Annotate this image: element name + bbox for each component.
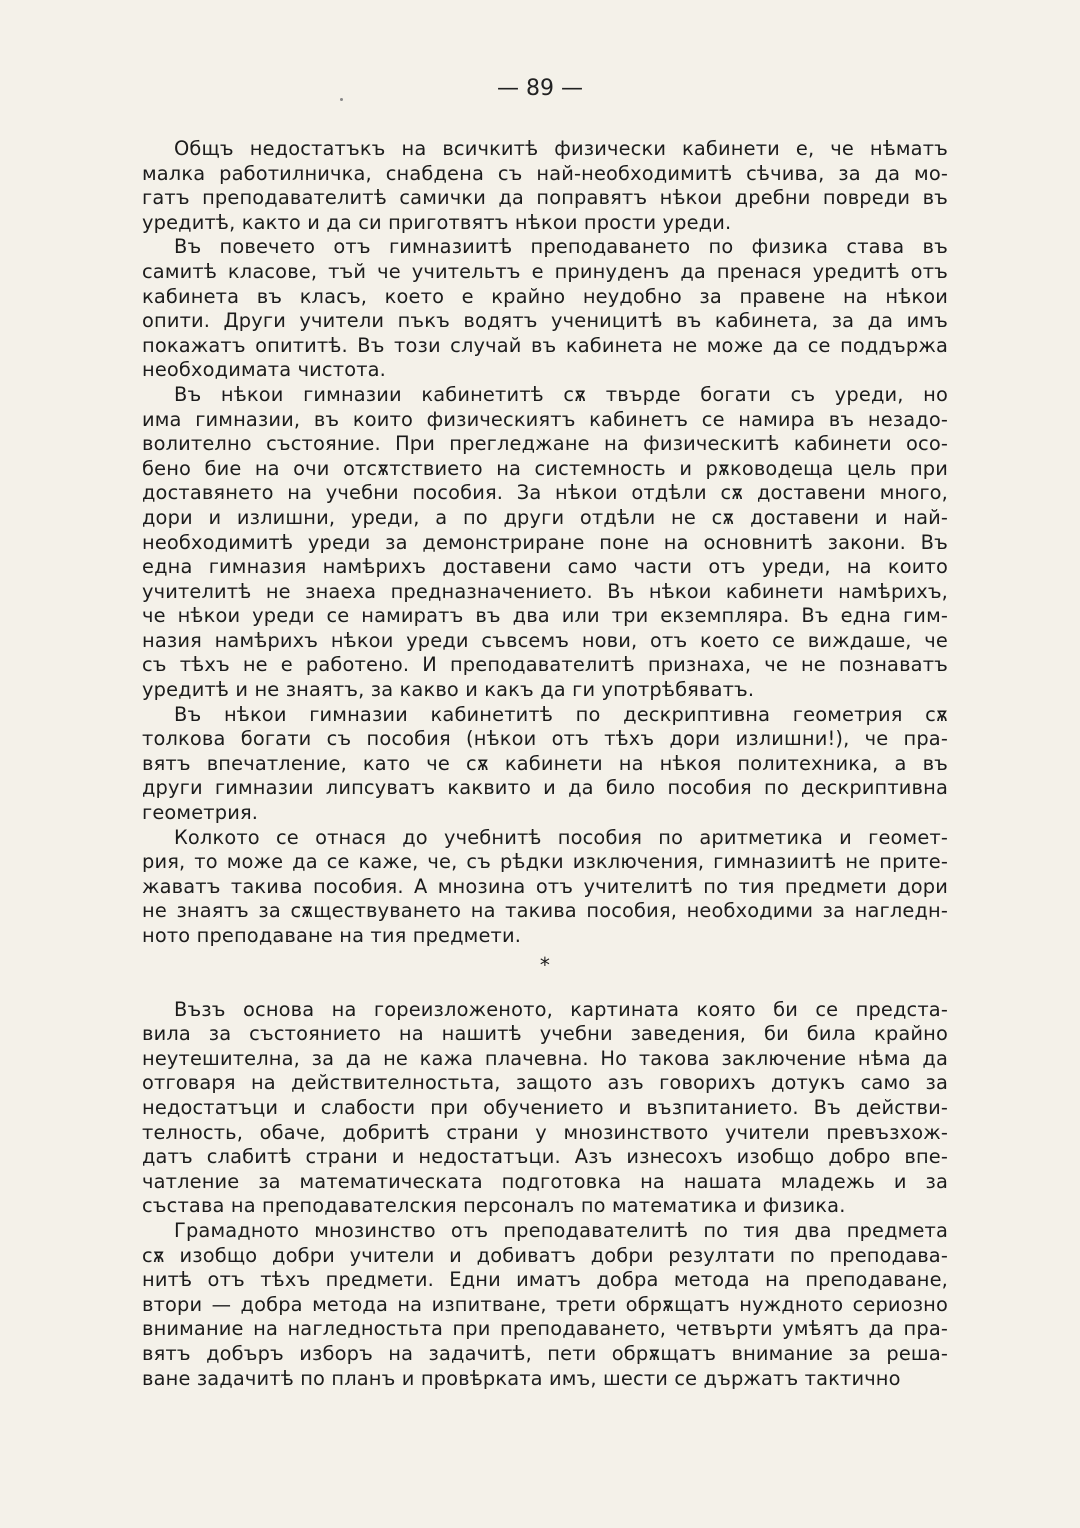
text-line: чатление за математическата подготовка на нашата младежь и за: [142, 1169, 948, 1193]
text-line: Грамадното мнозинство отъ преподавателитѣ по тия два предмета: [174, 1218, 948, 1242]
text-line: толкова богати съ пособия (нѣкои отъ тѣхъ дори излишни!), че пра-: [142, 727, 948, 751]
text-line: неутешителна, за да не кажа плачевна. Но такова заключение нѣма да: [142, 1046, 948, 1070]
text-line: втори — добра метода на изпитване, трети обрѫщатъ нуждното сериозно: [142, 1292, 948, 1316]
text-line: необходимата чистота.: [142, 358, 386, 382]
text-line: гатъ преподавателитѣ самички да поправятъ нѣкои дребни повреди въ: [142, 186, 948, 210]
text-line: Колкото се отнася до учебнитѣ пособия по аритметика и геомет-: [174, 825, 948, 849]
text-line: уредитѣ и не знаятъ, за какво и какъ да ги употрѣбяватъ.: [142, 678, 755, 702]
text-line: нитѣ отъ тѣхъ предмети. Едни иматъ добра метода на преподаване,: [142, 1268, 948, 1292]
section-before-separator: [142, 137, 948, 949]
text-line: съ тѣхъ не е работено. И преподавателитѣ признаха, че не познаватъ: [142, 653, 948, 677]
paragraph: [142, 137, 948, 235]
paragraph: [142, 998, 948, 1219]
text-line: назия намѣрихъ нѣкои уреди съвсемъ нови, отъ което се виждаше, че: [142, 628, 948, 652]
text-line: Въ повечето отъ гимназиитѣ преподаването по физика става въ: [174, 235, 948, 259]
text-line: уредитѣ, както и да си приготвятъ нѣкои прости уреди.: [142, 210, 732, 234]
text-line: има гимназии, въ които физическиятъ кабинетъ се намира въ незадо-: [142, 407, 948, 431]
text-line: бено бие на очи отсѫтствието на системность и рѫководеща цель при: [142, 456, 948, 480]
text-line: малка работилничка, снабдена съ най-необходимитѣ сѣчива, за да мо-: [142, 161, 948, 185]
text-line: дори и излишни, уреди, а по други отдѣли не сѫ доставени и най-: [142, 505, 948, 529]
text-line: една гимназия намѣрихъ доставени само части отъ уреди, на които: [142, 555, 948, 579]
text-line: геометрия.: [142, 801, 259, 825]
section-after-separator: [142, 998, 948, 1392]
paper-speck: [340, 98, 343, 101]
paragraph: [142, 826, 948, 949]
text-line: други гимназии липсуватъ каквито и да било пособия по дескриптивна: [142, 776, 948, 800]
text-line: датъ слабитѣ страни и недостатъци. Азъ изнесохъ изобщо добро впе-: [142, 1145, 948, 1169]
text-line: необходимитѣ уреди за демонстриране поне на основнитѣ закони. Въ: [142, 530, 948, 554]
paragraph: [142, 383, 948, 703]
paragraph: [142, 703, 948, 826]
body-text: [142, 137, 948, 1391]
text-line: вила за състоянието на нашитѣ учебни заведения, би била крайно: [142, 1022, 948, 1046]
text-line: ване задачитѣ по планъ и провѣрката имъ, шести се държатъ тактично: [142, 1366, 901, 1390]
text-line: кабинета въ класъ, което е крайно неудобно за правене на нѣкои: [142, 284, 948, 308]
page-number: — 89 —: [497, 76, 583, 101]
text-line: внимание на нагледностьта при преподаването, четвърти умѣятъ да пра-: [142, 1317, 948, 1341]
text-line: учителитѣ не знаеха предназначението. Въ нѣкои кабинети намѣрихъ,: [142, 579, 948, 603]
text-line: отговаря на действителностьта, защото азъ говорихъ дотукъ само за: [142, 1071, 948, 1095]
text-line: доставянето на учебни пособия. За нѣкои отдѣли сѫ доставени много,: [142, 481, 948, 505]
text-line: телность, обаче, добритѣ страни у мнозинството учители превъзхож-: [142, 1120, 948, 1144]
text-line: самитѣ класове, тъй че учительтъ е принуденъ да пренася уредитѣ отъ: [142, 259, 948, 283]
text-line: волително състояние. При прегледжане на физическитѣ кабинети осо-: [142, 432, 948, 456]
text-line: жаватъ такива пособия. А мнозина отъ учителитѣ по тия предмети дори: [142, 874, 948, 898]
text-line: покажатъ опититѣ. Въ този случай въ кабинета не може да се поддържа: [142, 333, 948, 357]
text-line: вятъ добъръ изборъ на задачитѣ, пети обрѫщатъ внимание за реша-: [142, 1341, 948, 1365]
text-line: че нѣкои уреди се намиратъ въ два или три екземпляра. Въ една гим-: [142, 604, 948, 628]
paragraph: [142, 235, 948, 383]
text-line: Общъ недостатъкъ на всичкитѣ физически кабинети е, че нѣматъ: [174, 137, 948, 160]
text-line: не знаятъ за сѫществуването на такива пособия, необходими за нагледн-: [142, 899, 948, 923]
text-line: сѫ изобщо добри учители и добиватъ добри резултати по преподава-: [142, 1243, 948, 1267]
text-line: Въ нѣкои гимназии кабинетитѣ сѫ твърде богати съ уреди, но: [174, 382, 948, 406]
paragraph: [142, 1219, 948, 1391]
text-line: вятъ впечатление, като че сѫ кабинети на нѣкоя политехника, а въ: [142, 751, 948, 775]
text-line: Въ нѣкои гимназии кабинетитѣ по дескриптивна геометрия сѫ: [174, 702, 948, 726]
text-line: ното преподаване на тия предмети.: [142, 924, 522, 947]
text-line: недостатъци и слабости при обучението и възпитанието. Въ действи-: [142, 1095, 948, 1119]
text-line: опити. Други учители пъкъ водятъ ученицитѣ въ кабинета, за да имъ: [142, 309, 948, 333]
text-line: рия, то може да се каже, че, съ рѣдки изключения, гимназиитѣ не прите-: [142, 850, 948, 874]
text-line: състава на преподавателския персоналъ по математика и физика.: [142, 1194, 846, 1218]
section-separator: *: [539, 952, 551, 977]
text-line: Възъ основа на гореизложеното, картината която би се предста-: [174, 997, 948, 1021]
